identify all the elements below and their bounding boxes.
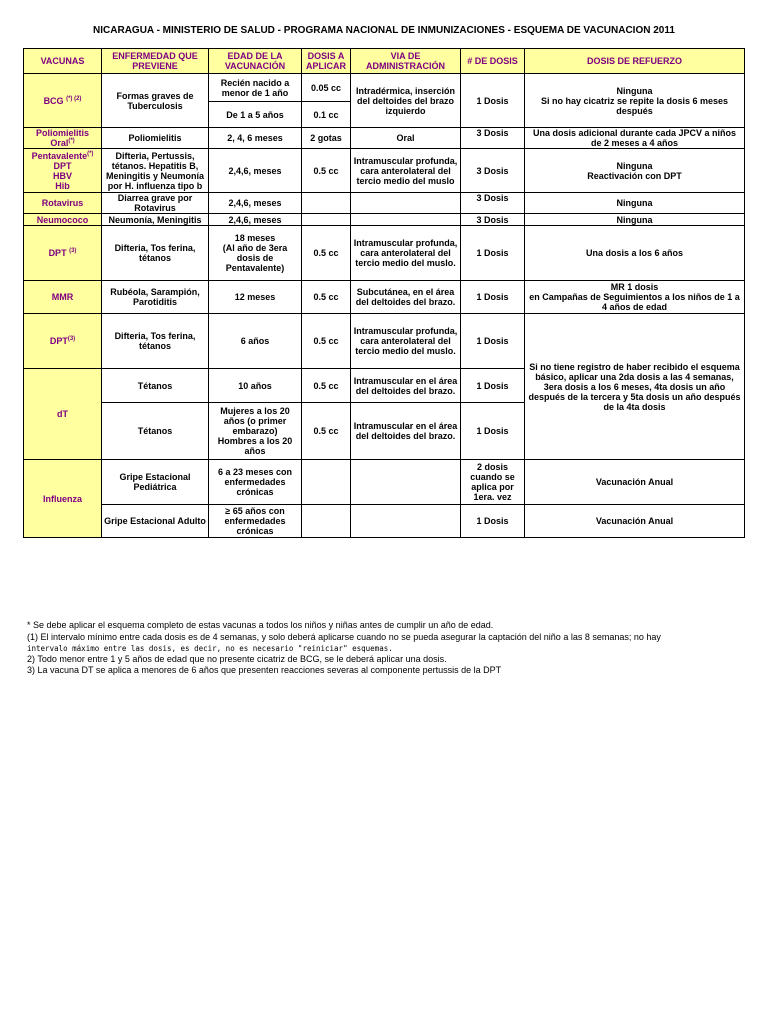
- header-via: VIA DE ADMINISTRACIÓN: [351, 49, 461, 74]
- header-dosis-aplicar: DOSIS A APLICAR: [302, 49, 351, 74]
- route-cell: [351, 214, 461, 226]
- age-cell: Recién nacido a menor de 1 año: [209, 74, 302, 102]
- age-cell: 10 años: [209, 369, 302, 403]
- count-cell: 1 Dosis: [461, 281, 525, 314]
- count-cell: 1 Dosis: [461, 74, 525, 128]
- footnote-1-continued: intervalo máximo entre las dosis, es decir, no es necesario "reiniciar" esquemas.: [27, 644, 393, 653]
- dose-cell: 2 gotas: [302, 128, 351, 149]
- booster-cell: Ninguna: [525, 193, 745, 214]
- table-row: [24, 460, 745, 505]
- booster-cell: Vacunación Anual: [525, 460, 745, 505]
- table-row: [24, 74, 745, 102]
- vaccine-cell: Influenza: [24, 460, 102, 538]
- route-cell: Intradérmica, inserción del deltoides del brazo izquierdo: [351, 74, 461, 128]
- booster-cell: Ninguna Reactivación con DPT: [525, 149, 745, 193]
- table-row: [24, 214, 745, 226]
- disease-cell: Diarrea grave por Rotavirus: [102, 193, 209, 214]
- vaccination-schedule-table: [23, 48, 745, 538]
- table-row: [24, 281, 745, 314]
- footnote-2: 2) Todo menor entre 1 y 5 años de edad que no presente cicatriz de BCG, se le deberá aplicar una dosis.: [27, 654, 447, 664]
- dose-cell: [302, 505, 351, 538]
- age-cell: De 1 a 5 años: [209, 102, 302, 128]
- age-cell: 6 años: [209, 314, 302, 369]
- footnote-3: 3) La vacuna DT se aplica a menores de 6 años que presenten reacciones severas al componente pertussis de la DPT: [27, 665, 502, 675]
- disease-cell: Gripe Estacional Adulto: [102, 505, 209, 538]
- count-cell: 1 Dosis: [461, 403, 525, 460]
- disease-cell: Neumonía, Meningitis: [102, 214, 209, 226]
- table-row: [24, 149, 745, 193]
- table-row: [24, 314, 745, 369]
- dose-cell: 0.5 cc: [302, 403, 351, 460]
- disease-cell: Difteria, Pertussis, tétanos. Hepatitis B, Meningitis y Neumonía por H. influenza tipo b: [102, 149, 209, 193]
- table-row: [24, 193, 745, 214]
- header-num-dosis: # DE DOSIS: [461, 49, 525, 74]
- age-cell: 6 a 23 meses con enfermedades crónicas: [209, 460, 302, 505]
- disease-cell: Rubéola, Sarampión, Parotiditis: [102, 281, 209, 314]
- count-cell: 3 Dosis: [461, 128, 525, 149]
- count-cell: 1 Dosis: [461, 369, 525, 403]
- header-enfermedad: ENFERMEDAD QUE PREVIENE: [102, 49, 209, 74]
- age-cell: 2,4,6, meses: [209, 149, 302, 193]
- dose-cell: 0.5 cc: [302, 314, 351, 369]
- vaccine-cell: Pentavalente(*) DPT HBV Hib: [24, 149, 102, 193]
- route-cell: [351, 460, 461, 505]
- count-cell: 1 Dosis: [461, 505, 525, 538]
- count-cell: 3 Dosis: [461, 214, 525, 226]
- header-edad: EDAD DE LA VACUNACIÓN: [209, 49, 302, 74]
- count-cell: 2 dosis cuando se aplica por 1era. vez: [461, 460, 525, 505]
- header-refuerzo: DOSIS DE REFUERZO: [525, 49, 745, 74]
- disease-cell: Tétanos: [102, 403, 209, 460]
- header-row: [24, 49, 745, 74]
- dose-cell: 0.5 cc: [302, 369, 351, 403]
- route-cell: Oral: [351, 128, 461, 149]
- table-row: [24, 226, 745, 281]
- dose-cell: [302, 214, 351, 226]
- footnote-1: (1) El intervalo mínimo entre cada dosis es de 4 semanas, y solo deberá aplicarse cuando no se pueda asegurar la captación del niño a las 8 semanas; no hay: [27, 632, 661, 642]
- age-cell: 18 meses (Al año de 3era dosis de Pentavalente): [209, 226, 302, 281]
- count-cell: 1 Dosis: [461, 226, 525, 281]
- vaccine-cell: Neumococo: [24, 214, 102, 226]
- booster-cell: Una dosis a los 6 años: [525, 226, 745, 281]
- booster-cell: Ninguna: [525, 214, 745, 226]
- dose-cell: [302, 460, 351, 505]
- route-cell: Intramuscular profunda, cara anterolateral del tercio medio del muslo.: [351, 314, 461, 369]
- age-cell: Mujeres a los 20 años (o primer embarazo) Hombres a los 20 años: [209, 403, 302, 460]
- vaccine-cell: Rotavirus: [24, 193, 102, 214]
- route-cell: Intramuscular en el área del deltoides del brazo.: [351, 369, 461, 403]
- age-cell: 12 meses: [209, 281, 302, 314]
- count-cell: 1 Dosis: [461, 314, 525, 369]
- count-cell: 3 Dosis: [461, 149, 525, 193]
- route-cell: Intramuscular en el área del deltoides del brazo.: [351, 403, 461, 460]
- table-row: [24, 505, 745, 538]
- route-cell: Intramuscular profunda, cara anterolateral del tercio medio del muslo.: [351, 226, 461, 281]
- vaccine-cell: MMR: [24, 281, 102, 314]
- disease-cell: Formas graves de Tuberculosis: [102, 74, 209, 128]
- footnotes: [27, 620, 745, 676]
- disease-cell: Gripe Estacional Pediátrica: [102, 460, 209, 505]
- age-cell: 2,4,6, meses: [209, 193, 302, 214]
- footnote-asterisk: * Se debe aplicar el esquema completo de estas vacunas a todos los niños y niñas antes de cumplir un año de edad.: [27, 620, 494, 630]
- dose-cell: 0.05 cc: [302, 74, 351, 102]
- booster-cell: Vacunación Anual: [525, 505, 745, 538]
- booster-cell: Ninguna Si no hay cicatriz se repite la dosis 6 meses después: [525, 74, 745, 128]
- disease-cell: Tétanos: [102, 369, 209, 403]
- table-row: [24, 128, 745, 149]
- dose-cell: 0.1 cc: [302, 102, 351, 128]
- dose-cell: 0.5 cc: [302, 226, 351, 281]
- vaccine-cell: BCG $^{(*) (2)}$: [24, 74, 102, 128]
- vaccine-cell: DPT $^{(3)}$: [24, 226, 102, 281]
- age-cell: 2, 4, 6 meses: [209, 128, 302, 149]
- header-vacunas: VACUNAS: [24, 49, 102, 74]
- dose-cell: 0.5 cc: [302, 281, 351, 314]
- vaccine-cell: Poliomielitis Oral(*): [24, 128, 102, 149]
- disease-cell: Difteria, Tos ferina, tétanos: [102, 226, 209, 281]
- dose-cell: 0.5 cc: [302, 149, 351, 193]
- vaccine-cell: dT: [24, 369, 102, 460]
- route-cell: [351, 193, 461, 214]
- dose-cell: [302, 193, 351, 214]
- route-cell: Subcutánea, en el área del deltoides del brazo.: [351, 281, 461, 314]
- document-title: NICARAGUA - MINISTERIO DE SALUD - PROGRAMA NACIONAL DE INMUNIZACIONES - ESQUEMA DE VACUNACION 2011: [93, 25, 675, 36]
- booster-cell: MR 1 dosis en Campañas de Seguimientos a los niños de 1 a 4 años de edad: [525, 281, 745, 314]
- booster-cell: Una dosis adicional durante cada JPCV a niños de 2 meses a 4 años: [525, 128, 745, 149]
- route-cell: Intramuscular profunda, cara anterolateral del tercio medio del muslo: [351, 149, 461, 193]
- disease-cell: Difteria, Tos ferina, tétanos: [102, 314, 209, 369]
- route-cell: [351, 505, 461, 538]
- count-cell: 3 Dosis: [461, 193, 525, 214]
- age-cell: ≥ 65 años con enfermedades crónicas: [209, 505, 302, 538]
- disease-cell: Poliomielitis: [102, 128, 209, 149]
- age-cell: 2,4,6, meses: [209, 214, 302, 226]
- booster-cell: Si no tiene registro de haber recibido el esquema básico, aplicar una 2da dosis a las 4 semanas, 3era dosis a los 6 meses, 4ta dosis un año después de la tercera y 5ta dosis un año después de la 4ta dosis: [525, 314, 745, 460]
- vaccine-cell: DPT$^{(3)}$: [24, 314, 102, 369]
